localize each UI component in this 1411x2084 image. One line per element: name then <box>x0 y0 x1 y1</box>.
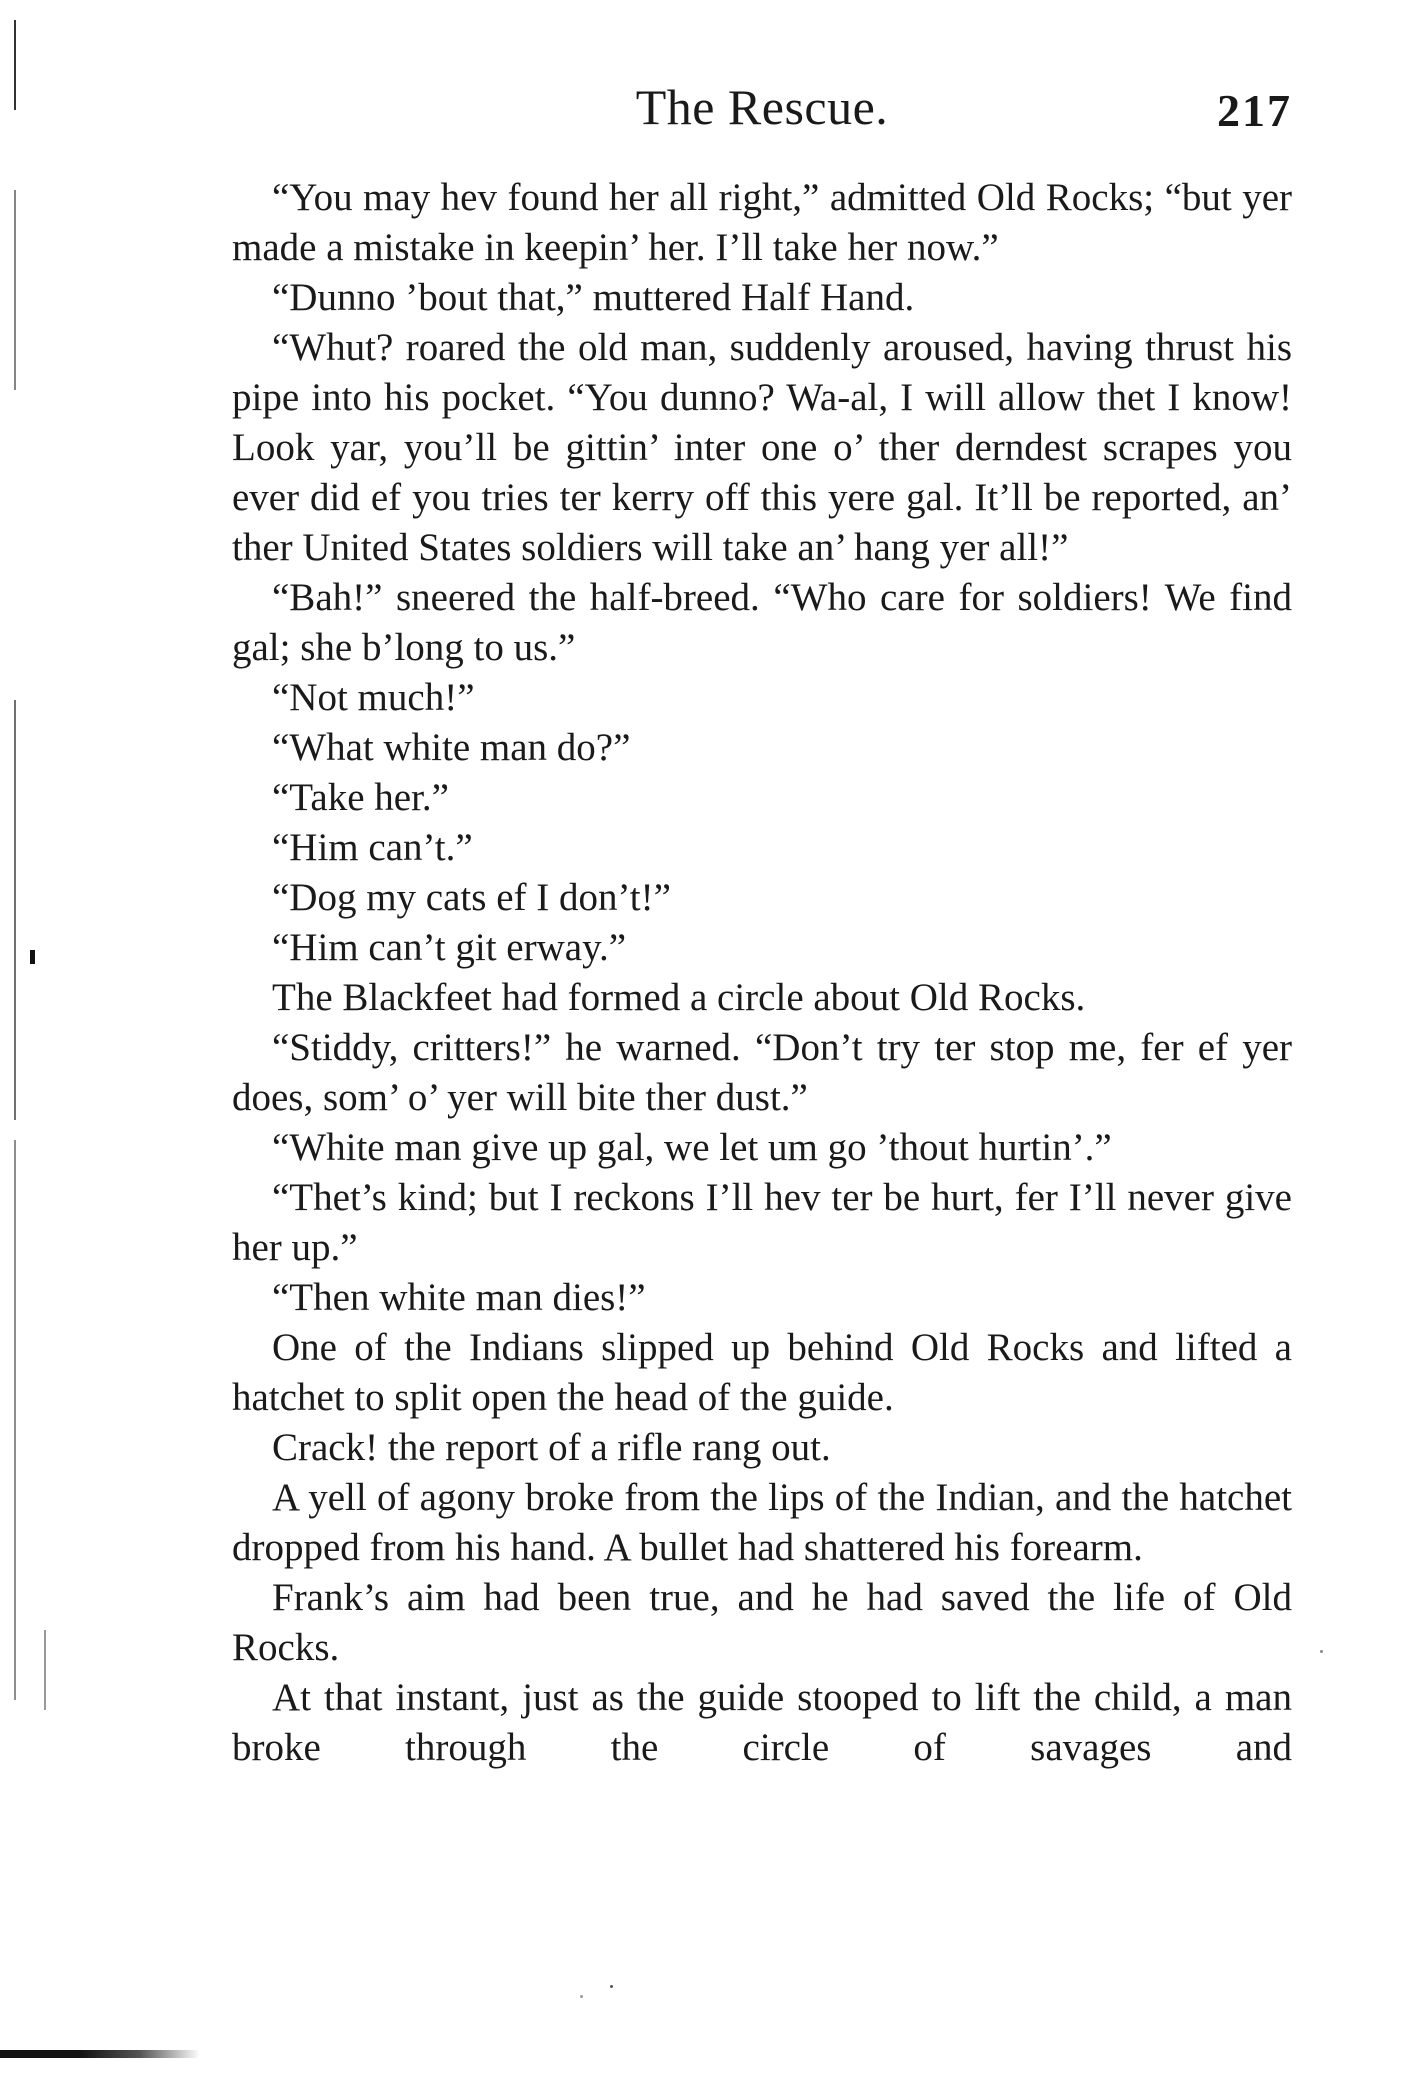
paragraph: “White man give up gal, we let um go ’thout hurtin’.” <box>272 1126 1112 1169</box>
gutter-scan-line <box>30 950 35 964</box>
page-number: 217 <box>1217 85 1292 136</box>
page-header <box>232 72 1292 142</box>
scan-edge-mark <box>0 2050 200 2058</box>
paragraph: “Him can’t git erway.” <box>272 926 627 969</box>
paragraph: The Blackfeet had formed a circle about Old Rocks. <box>272 976 1086 1019</box>
paragraph: “Thet’s kind; but I reckons I’ll hev ter be hurt, fer I’ll never give her up.” <box>232 1176 1292 1269</box>
paragraph: “Stiddy, critters!” he warned. “Don’t try ter stop me, fer ef yer does, som’ o’ yer will bite ther dust.” <box>232 1026 1292 1119</box>
gutter-scan-line <box>14 1140 16 1700</box>
scan-speck <box>610 1985 613 1988</box>
body-text <box>232 173 1292 1773</box>
paragraph: “Take her.” <box>272 776 449 819</box>
paragraph: A yell of agony broke from the lips of the Indian, and the hatchet dropped from his hand. A bullet had shattered his forearm. <box>232 1476 1292 1569</box>
paragraph: “Whut? roared the old man, suddenly aroused, having thrust his pipe into his pocket. “You dunno? Wa-al, I will allow thet I know! Look yar, you’ll be gittin’ inter one o’ ther derndest scrapes you ever did ef you tries ter kerry off this yere gal. It’ll be reported, an’ ther United States soldiers will take an’ hang yer all!” <box>232 326 1292 569</box>
gutter-scan-line <box>14 20 16 110</box>
gutter-scan-line <box>14 700 16 1120</box>
running-title: The Rescue. <box>635 79 889 135</box>
paragraph: “Dunno ’bout that,” muttered Half Hand. <box>272 276 915 319</box>
paragraph: “Him can’t.” <box>272 826 473 869</box>
paragraph: “You may hev found her all right,” admitted Old Rocks; “but yer made a mistake in keepin’ her. I’ll take her now.” <box>232 176 1292 269</box>
paragraph: One of the Indians slipped up behind Old Rocks and lifted a hatchet to split open the head of the guide. <box>232 1326 1292 1419</box>
scan-speck <box>1320 1650 1323 1653</box>
gutter-scan-line <box>14 190 16 390</box>
paragraph: “Not much!” <box>272 676 475 719</box>
paragraph: “What white man do?” <box>272 726 631 769</box>
paragraph: At that instant, just as the guide stooped to lift the child, a man broke through the circle of savages and <box>232 1676 1292 1769</box>
paragraph: “Dog my cats ef I don’t!” <box>272 876 671 919</box>
paragraph: “Bah!” sneered the half-breed. “Who care for soldiers! We find gal; she b’long to us.” <box>232 576 1292 669</box>
gutter-scan-line <box>44 1630 46 1710</box>
paragraph: Frank’s aim had been true, and he had saved the life of Old Rocks. <box>232 1576 1292 1669</box>
scan-speck <box>580 1995 583 1998</box>
paragraph: Crack! the report of a rifle rang out. <box>272 1426 831 1469</box>
paragraph: “Then white man dies!” <box>272 1276 646 1319</box>
